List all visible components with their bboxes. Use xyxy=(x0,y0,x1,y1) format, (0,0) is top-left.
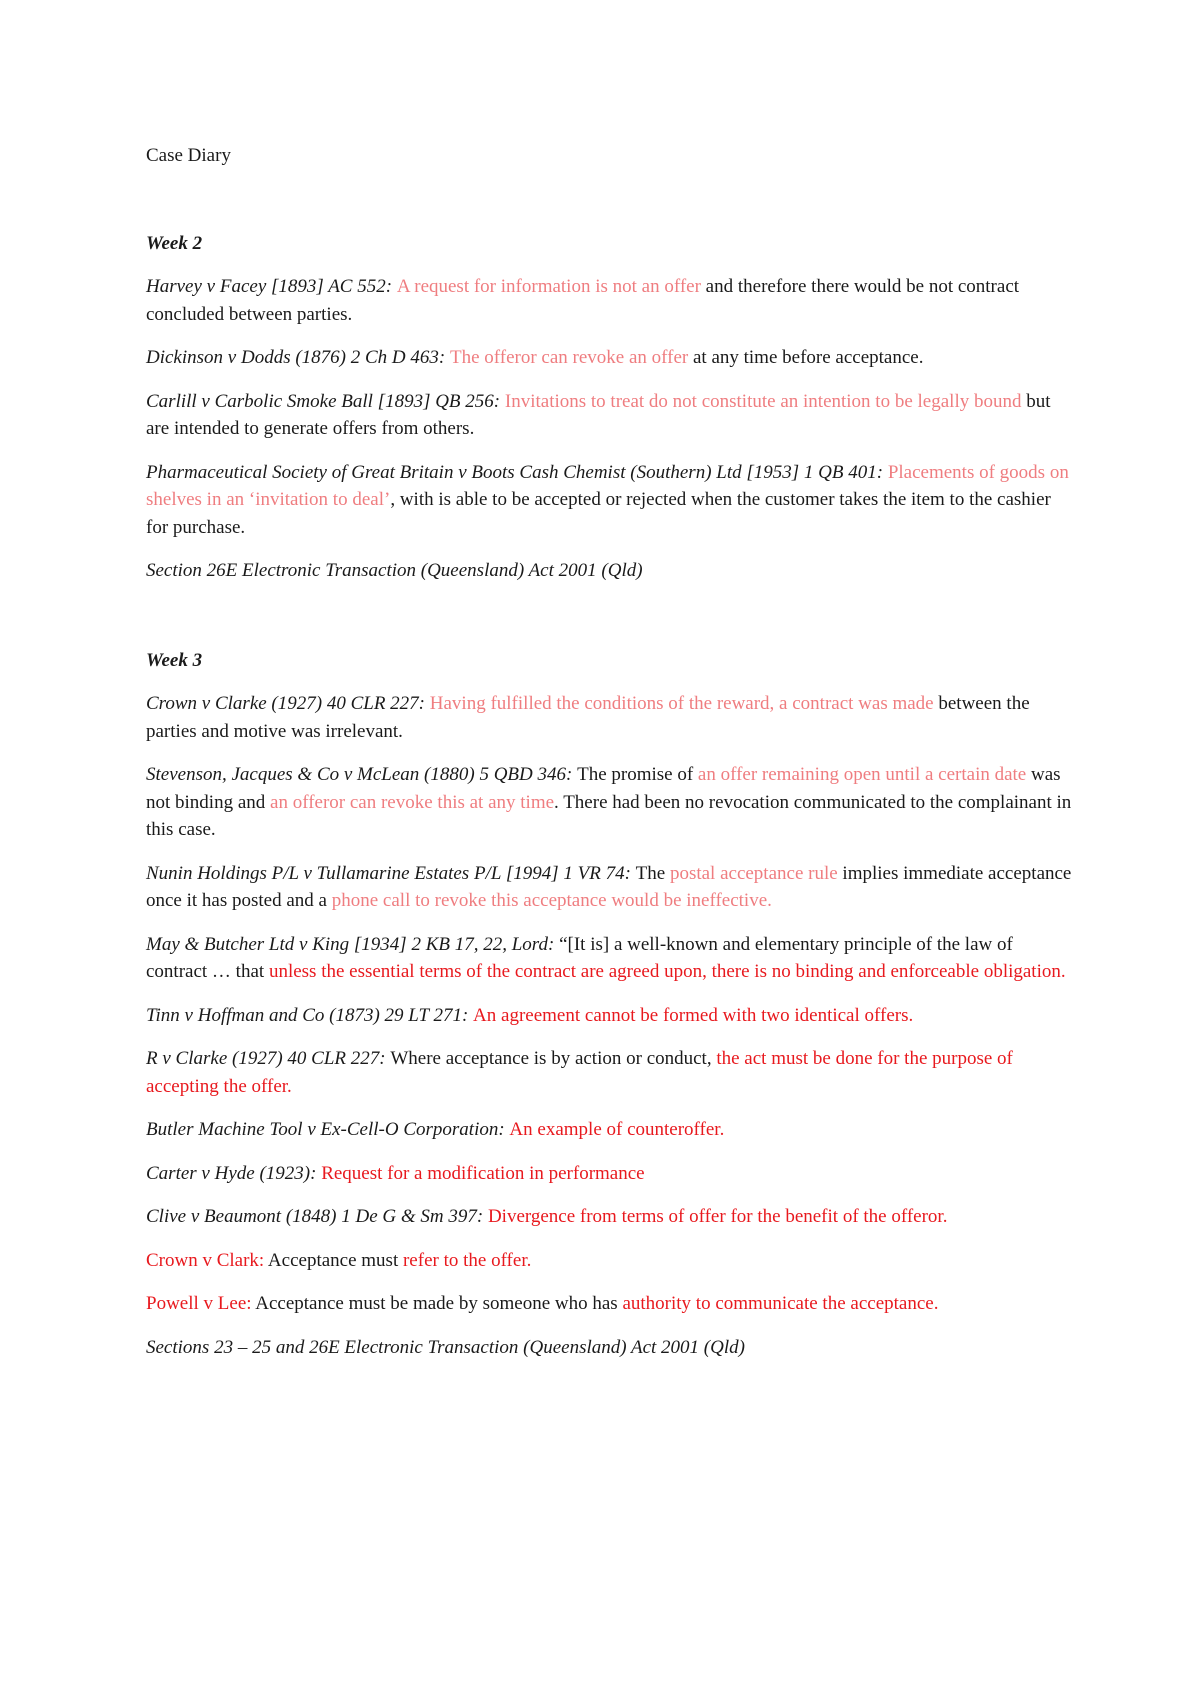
entry-text: Where acceptance is by action or conduct, xyxy=(390,1048,717,1069)
case-citation: Pharmaceutical Society of Great Britain v Boots Cash Chemist (Southern) Ltd [1953] 1 QB 401: xyxy=(146,461,888,483)
highlight-principle-strong: the act must be done for the purpose of accepting the offer. xyxy=(146,1048,1013,1097)
entry-text: , with is able to be accepted or rejected when the customer takes the item to the cashier for purchase. xyxy=(146,489,1051,538)
entry-text: at any time before acceptance. xyxy=(688,347,924,368)
case-citation: Sections 23 – 25 and 26E Electronic Transaction (Queensland) Act 2001 (Qld) xyxy=(146,1336,745,1358)
case-citation: Clive v Beaumont (1848) 1 De G & Sm 397: xyxy=(146,1206,488,1227)
case-citation: Dickinson v Dodds (1876) 2 Ch D 463: xyxy=(146,347,450,368)
highlight-principle-strong: authority to communicate the acceptance. xyxy=(622,1293,939,1314)
case-entry xyxy=(146,388,1076,443)
highlight-principle-strong: refer to the offer. xyxy=(402,1249,532,1271)
entry-text: but are intended to generate offers from others. xyxy=(146,390,1051,439)
case-citation: Butler Machine Tool v Ex-Cell-O Corporation: xyxy=(146,1119,510,1140)
case-citation: Section 26E Electronic Transaction (Queensland) Act 2001 (Qld) xyxy=(146,560,643,581)
case-entry xyxy=(146,459,1076,542)
entry-text: Acceptance must xyxy=(264,1249,403,1271)
highlight-principle-strong: Request for a modification in performance xyxy=(321,1162,645,1184)
entry-text: “[It is] a well-known and elementary principle of the law of contract … that xyxy=(146,933,1013,982)
case-entry xyxy=(146,1116,1076,1144)
document-title: Case Diary xyxy=(146,145,231,166)
highlight-principle-strong: An example of counteroffer. xyxy=(509,1119,725,1140)
highlight-principle-strong: Divergence from terms of offer for the benefit of the offeror. xyxy=(487,1206,948,1227)
case-entry xyxy=(146,1334,1076,1362)
highlight-principle: phone call to revoke this acceptance would be ineffective. xyxy=(331,890,772,911)
weeks-container xyxy=(146,230,1076,1362)
highlight-principle: an offer remaining open until a certain date xyxy=(697,764,1027,785)
entry-text: The promise of xyxy=(577,764,698,785)
highlight-principle-strong: Crown v Clark: xyxy=(146,1249,265,1271)
case-entry xyxy=(146,1247,1076,1275)
entry-text: between the parties and motive was irrelevant. xyxy=(146,693,1030,742)
case-citation: Tinn v Hoffman and Co (1873) 29 LT 271: xyxy=(146,1004,474,1026)
highlight-principle: Invitations to treat do not constitute an intention to be legally bound xyxy=(504,390,1022,412)
entry-text: . There had been no revocation communicated to the complainant in this case. xyxy=(146,791,1072,840)
case-citation: Carlill v Carbolic Smoke Ball [1893] QB 256: xyxy=(146,390,505,412)
case-entry xyxy=(146,761,1076,844)
case-entry xyxy=(146,273,1076,328)
case-entry xyxy=(146,1002,1076,1030)
week-section xyxy=(146,230,1076,585)
highlight-principle: Having fulfilled the conditions of the reward, a contract was made xyxy=(429,693,934,714)
case-entry xyxy=(146,1290,1076,1318)
highlight-principle: an offeror can revoke this at any time xyxy=(270,791,555,813)
document-page xyxy=(146,142,1076,1377)
week-heading: Week 2 xyxy=(146,232,203,254)
case-citation: Stevenson, Jacques & Co v McLean (1880) 5 QBD 346: xyxy=(146,764,578,785)
case-citation: Harvey v Facey [1893] AC 552: xyxy=(146,276,397,297)
case-citation: May & Butcher Ltd v King [1934] 2 KB 17, 22, Lord: xyxy=(146,933,560,955)
case-citation: Nunin Holdings P/L v Tullamarine Estates P/L [1994] 1 VR 74: xyxy=(146,862,636,884)
highlight-principle-strong: An agreement cannot be formed with two identical offers. xyxy=(473,1004,914,1026)
case-citation: Crown v Clarke (1927) 40 CLR 227: xyxy=(146,693,430,714)
highlight-principle: Placements of goods on shelves in an ‘invitation to deal’ xyxy=(146,461,1069,510)
highlight-principle: The offeror can revoke an offer xyxy=(449,347,689,368)
case-entry xyxy=(146,690,1076,745)
case-entry xyxy=(146,1045,1076,1100)
case-entry xyxy=(146,860,1076,915)
case-entry xyxy=(146,1160,1076,1188)
case-entry xyxy=(146,344,1076,372)
entry-text: was not binding and xyxy=(146,764,1061,813)
highlight-principle-strong: Powell v Lee: xyxy=(146,1293,252,1314)
entry-text: implies immediate acceptance once it has posted and a xyxy=(146,862,1072,911)
week-section xyxy=(146,647,1076,1362)
entry-text: The xyxy=(635,862,670,884)
highlight-principle: postal acceptance rule xyxy=(669,862,838,884)
case-entry xyxy=(146,557,1076,585)
case-citation: R v Clarke (1927) 40 CLR 227: xyxy=(146,1048,391,1069)
week-heading: Week 3 xyxy=(146,649,203,671)
highlight-principle-strong: unless the essential terms of the contract are agreed upon, there is no binding and enforceable obligation. xyxy=(268,961,1066,982)
entry-text: and therefore there would be not contract concluded between parties. xyxy=(146,276,1020,325)
case-citation: Carter v Hyde (1923): xyxy=(146,1162,322,1184)
entry-text: Acceptance must be made by someone who has xyxy=(251,1293,623,1314)
case-entry xyxy=(146,931,1076,986)
case-entry xyxy=(146,1203,1076,1231)
highlight-principle: A request for information is not an offer xyxy=(396,276,701,297)
